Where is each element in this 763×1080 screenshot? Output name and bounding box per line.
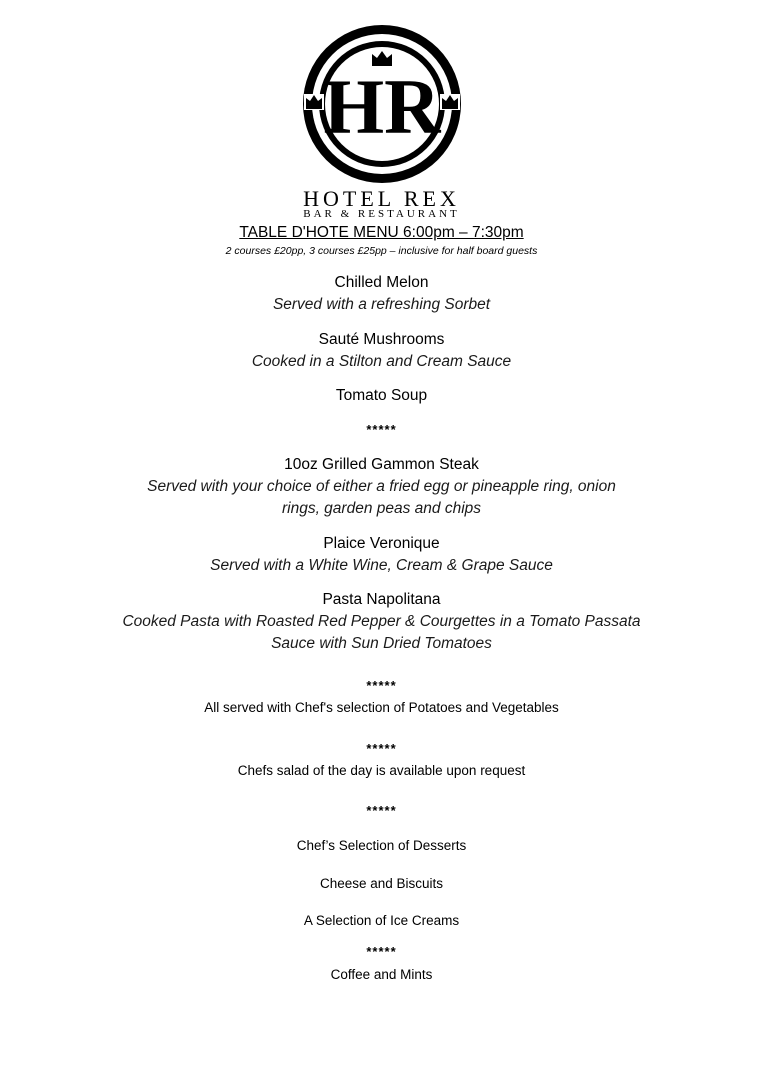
starter-desc: Served with a refreshing Sorbet — [272, 296, 491, 313]
starter-name: Sauté Mushrooms — [318, 331, 445, 348]
sides-note: All served with Chef's selection of Potatoes and Vegetables — [204, 700, 559, 715]
separator: ***** — [366, 944, 397, 959]
separator: ***** — [366, 422, 397, 437]
main-name: Pasta Napolitana — [322, 591, 441, 608]
crown-left-icon — [304, 94, 324, 110]
starter-name: Chilled Melon — [334, 274, 429, 291]
salad-note: Chefs salad of the day is available upon request — [237, 763, 526, 778]
dessert-item: A Selection of Ice Creams — [303, 913, 460, 928]
menu-heading: TABLE D'HOTE MENU 6:00pm – 7:30pm — [239, 224, 524, 241]
separator: ***** — [366, 678, 397, 693]
main-desc: Cooked Pasta with Roasted Red Pepper & Courgettes in a Tomato Passata — [122, 613, 641, 630]
separator: ***** — [366, 741, 397, 756]
dessert-item: Chef’s Selection of Desserts — [296, 838, 467, 853]
coffee-item: Coffee and Mints — [330, 967, 433, 982]
main-name: 10oz Grilled Gammon Steak — [284, 456, 479, 473]
brand-subtitle: BAR & RESTAURANT — [303, 208, 460, 220]
crown-right-icon — [440, 94, 460, 110]
hotel-rex-logo — [0, 22, 763, 186]
main-desc: Sauce with Sun Dried Tomatoes — [271, 635, 492, 652]
starter-desc: Cooked in a Stilton and Cream Sauce — [251, 353, 512, 370]
separator: ***** — [366, 803, 397, 818]
main-desc: Served with your choice of either a fried egg or pineapple ring, onion — [147, 478, 616, 495]
main-desc: Served with a White Wine, Cream & Grape Sauce — [210, 557, 553, 574]
starter-name: Tomato Soup — [335, 387, 428, 404]
svg-text:HR: HR — [323, 63, 440, 150]
dessert-item: Cheese and Biscuits — [319, 876, 444, 891]
main-name: Plaice Veronique — [323, 535, 440, 552]
menu-pricing: 2 courses £20pp, 3 courses £25pp – inclusive for half board guests — [225, 245, 538, 257]
brand-name: HOTEL REX — [303, 186, 460, 211]
main-desc: rings, garden peas and chips — [281, 500, 482, 517]
logo-emblem — [300, 22, 464, 186]
